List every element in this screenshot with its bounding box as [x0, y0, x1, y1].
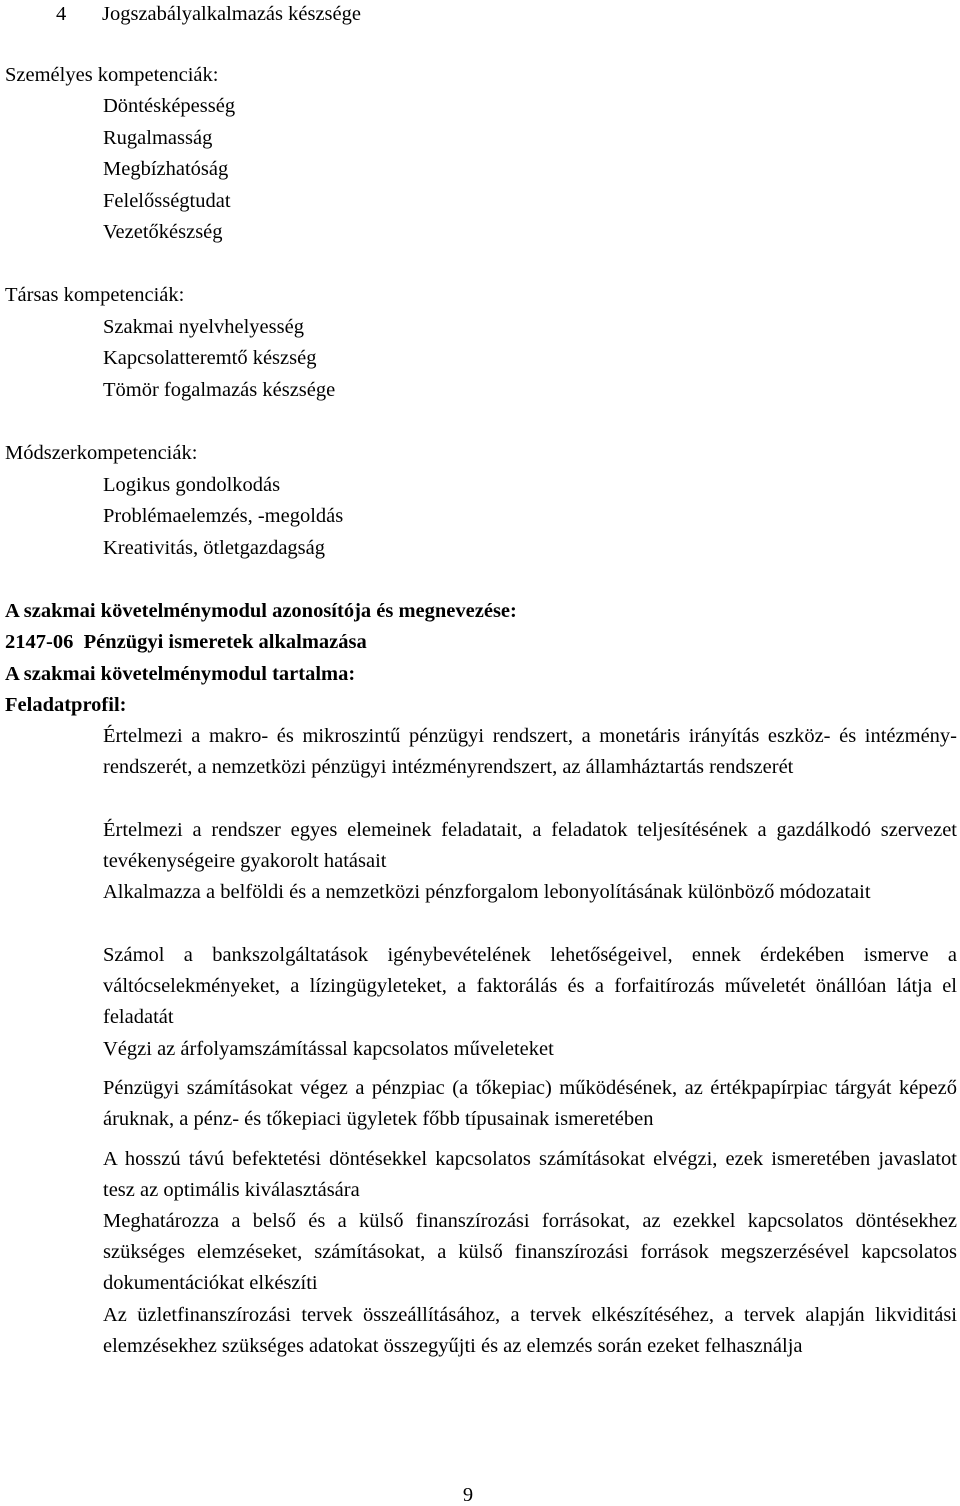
profile-heading: Feladatprofil:: [5, 694, 127, 716]
competency-item: Kreativitás, ötletgazdagság: [103, 537, 325, 559]
competency-item: Logikus gondolkodás: [103, 474, 281, 496]
page-number: 9: [462, 1484, 474, 1506]
section-title: Jogszabályalkalmazás készsége: [102, 3, 361, 25]
module-id-heading: A szakmai követelménymodul azonosítója és megnevezése:: [5, 600, 517, 622]
competency-item: Kapcsolatteremtő készség: [103, 347, 317, 369]
module-id-name: 2147-06 Pénzügyi ismeretek alkalmazása: [5, 631, 367, 653]
competency-group-title: Társas kompetenciák:: [5, 284, 185, 306]
task-paragraph: Értelmezi a rendszer egyes elemeinek feladatait, a feladatok teljesítésének a gazdálkodó szervezet tevékenységeire gyakorolt hatásait: [103, 819, 957, 873]
section-number: 4: [56, 3, 67, 25]
competency-item: Megbízhatóság: [103, 158, 229, 180]
task-paragraph: Pénzügyi számításokat végez a pénzpiac (a tőkepiac) működésének, az értékpapírpiac tárgyát képező áruknak, a pénz- és tőkepiaci ügyletek főbb típusainak ismeretében: [103, 1077, 957, 1131]
task-paragraph: Meghatározza a belső és a külső finanszírozási forrásokat, az ezekkel kapcsolatos döntésekhez szükséges elemzéseket, számításokat, a külső finanszírozási források megszerzésével kapcsolatos dokumentációkat elkészíti: [103, 1210, 957, 1295]
competency-item: Szakmai nyelvhelyesség: [103, 316, 304, 338]
task-paragraph: Számol a bankszolgáltatások igénybevételének lehetőségeivel, ennek érdekében ismerve a váltócselekményeket, a lízingügyleteket, a faktorálás és a forfaitírozás műveletét önállóan látja el feladatát: [103, 944, 957, 1029]
section-heading: [56, 2, 361, 26]
competency-item: Döntésképesség: [103, 95, 236, 117]
task-paragraph: A hosszú távú befektetési döntésekkel kapcsolatos számításokat elvégzi, ezek ismeretében javaslatot tesz az optimális kiválasztására: [103, 1148, 957, 1202]
task-paragraph: Értelmezi a makro- és mikroszintű pénzügyi rendszert, a monetáris irányítás eszköz- és intézmény-rendszerét, a nemzetközi pénzügyi intézményrendszert, az államháztartás rendszerét: [103, 725, 957, 779]
competency-item: Vezetőkészség: [103, 221, 223, 243]
competency-group-title: Módszerkompetenciák:: [5, 442, 198, 464]
module-content-heading: A szakmai követelménymodul tartalma:: [5, 663, 356, 685]
task-paragraph: Végzi az árfolyamszámítással kapcsolatos műveleteket: [103, 1038, 554, 1060]
competency-item: Rugalmasság: [103, 127, 213, 149]
task-paragraph: Az üzletfinanszírozási tervek összeállításához, a tervek elkészítéséhez, a tervek alapján likviditási elemzésekhez szükséges adatokat összegyűjti és az elemzés során ezeket felhasználja: [103, 1304, 957, 1358]
competency-item: Felelősségtudat: [103, 190, 231, 212]
task-paragraph: Alkalmazza a belföldi és a nemzetközi pénzforgalom lebonyolításának különböző módozatait: [103, 881, 871, 903]
competency-item: Tömör fogalmazás készsége: [103, 379, 336, 401]
competency-group-title: Személyes kompetenciák:: [5, 64, 219, 86]
competency-item: Problémaelemzés, -megoldás: [103, 505, 344, 527]
